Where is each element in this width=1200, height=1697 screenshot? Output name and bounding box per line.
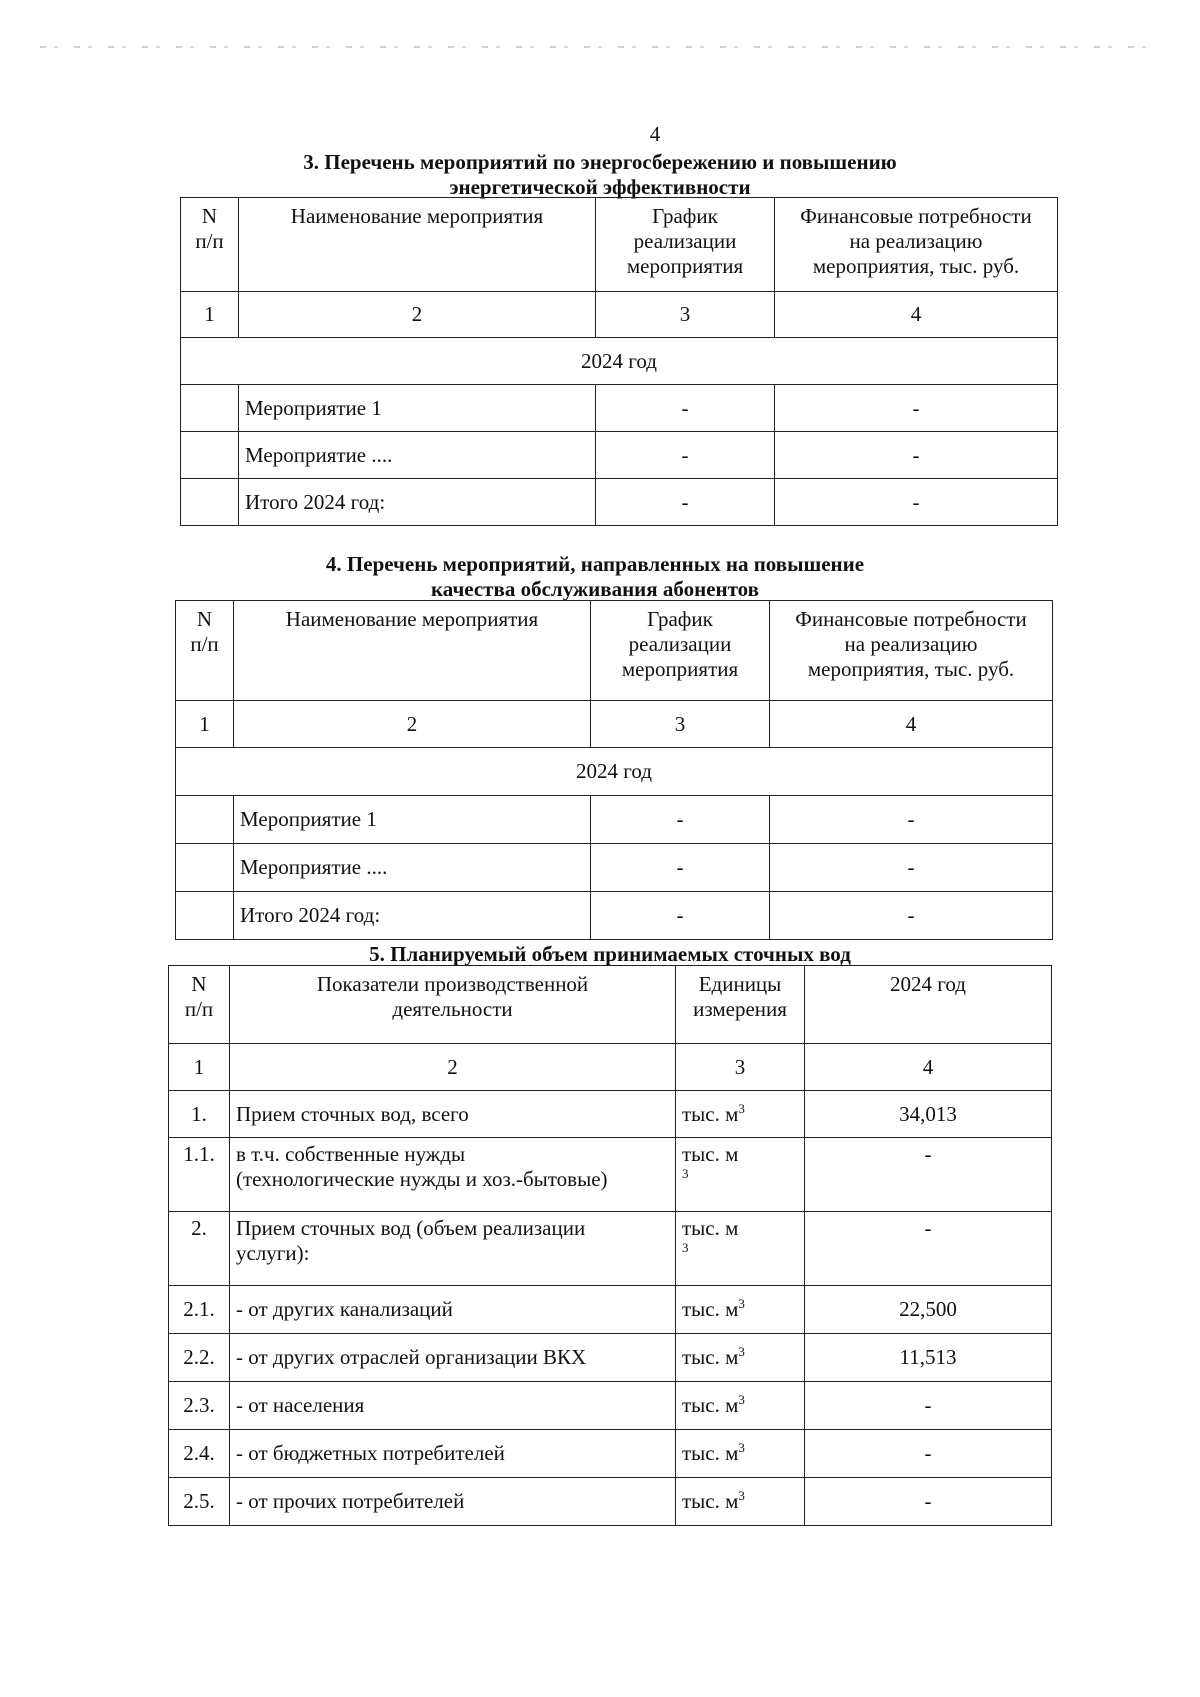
header-num: N п/п [169,966,230,1044]
table-total-row: Итого 2024 год: - - [176,892,1053,940]
table-row: Мероприятие .... - - [176,844,1053,892]
header-schedule: График реализации мероприятия [596,198,775,292]
column-number-row: 1 2 3 4 [176,701,1053,748]
table-customer-service [175,600,1053,940]
column-number-row: 1 2 3 4 [181,292,1058,338]
table-row: 2.4. - от бюджетных потребителей тыс. $м^3$ - [169,1430,1052,1478]
header-finance: Финансовые потребности на реализацию мероприятия, тыс. руб. [775,198,1058,292]
table-header-row [181,198,1058,292]
year-row: 2024 год [176,748,1053,796]
header-indicator: Показатели производственной деятельности [230,966,676,1044]
table-row: 2.5. - от прочих потребителей тыс. $м^3$ - [169,1478,1052,1526]
header-schedule: График реализации мероприятия [591,601,770,701]
table-row: 2.1. - от других канализаций тыс. $м^3$ 22,500 [169,1286,1052,1334]
header-unit: Единицы измерения [676,966,805,1044]
table-total-row: Итого 2024 год: - - [181,479,1058,526]
header-num: N п/п [176,601,234,701]
header-finance: Финансовые потребности на реализацию мероприятия, тыс. руб. [770,601,1053,701]
table-header-row [176,601,1053,701]
section-5-title: 5. Планируемый объем принимаемых сточных вод [369,942,851,966]
header-num: N п/п [181,198,239,292]
table-row: Мероприятие 1 - - [181,385,1058,432]
table-row: 2.2. - от других отраслей организации ВКХ тыс. $м^3$ 11,513 [169,1334,1052,1382]
table-energy-saving [180,197,1058,526]
header-year: 2024 год [805,966,1052,1044]
table-row: 1. Прием сточных вод, всего тыс. $м^3$ 34,013 [169,1091,1052,1138]
table-row: 1.1. в т.ч. собственные нужды (технологические нужды и хоз.-бытовые) тыс. м $^3$ - [169,1138,1052,1212]
header-name: Наименование мероприятия [234,601,591,701]
scan-artifact-line [40,46,1160,48]
table-row: 2.3. - от населения тыс. $м^3$ - [169,1382,1052,1430]
table-row: Мероприятие 1 - - [176,796,1053,844]
table-row: 2. Прием сточных вод (объем реализации услуги): тыс. м $^3$ - [169,1212,1052,1286]
section-3-title: 3. Перечень мероприятий по энергосбережению и повышению энергетической эффективности [303,150,897,199]
table-header-row [169,966,1052,1044]
header-name: Наименование мероприятия [239,198,596,292]
section-4-title: 4. Перечень мероприятий, направленных на повышение качества обслуживания абонентов [325,552,865,601]
page-number: 4 [649,122,661,146]
column-number-row: 1 2 3 4 [169,1044,1052,1091]
year-row: 2024 год [181,338,1058,385]
table-row: Мероприятие .... - - [181,432,1058,479]
table-wastewater-volume [168,965,1052,1526]
